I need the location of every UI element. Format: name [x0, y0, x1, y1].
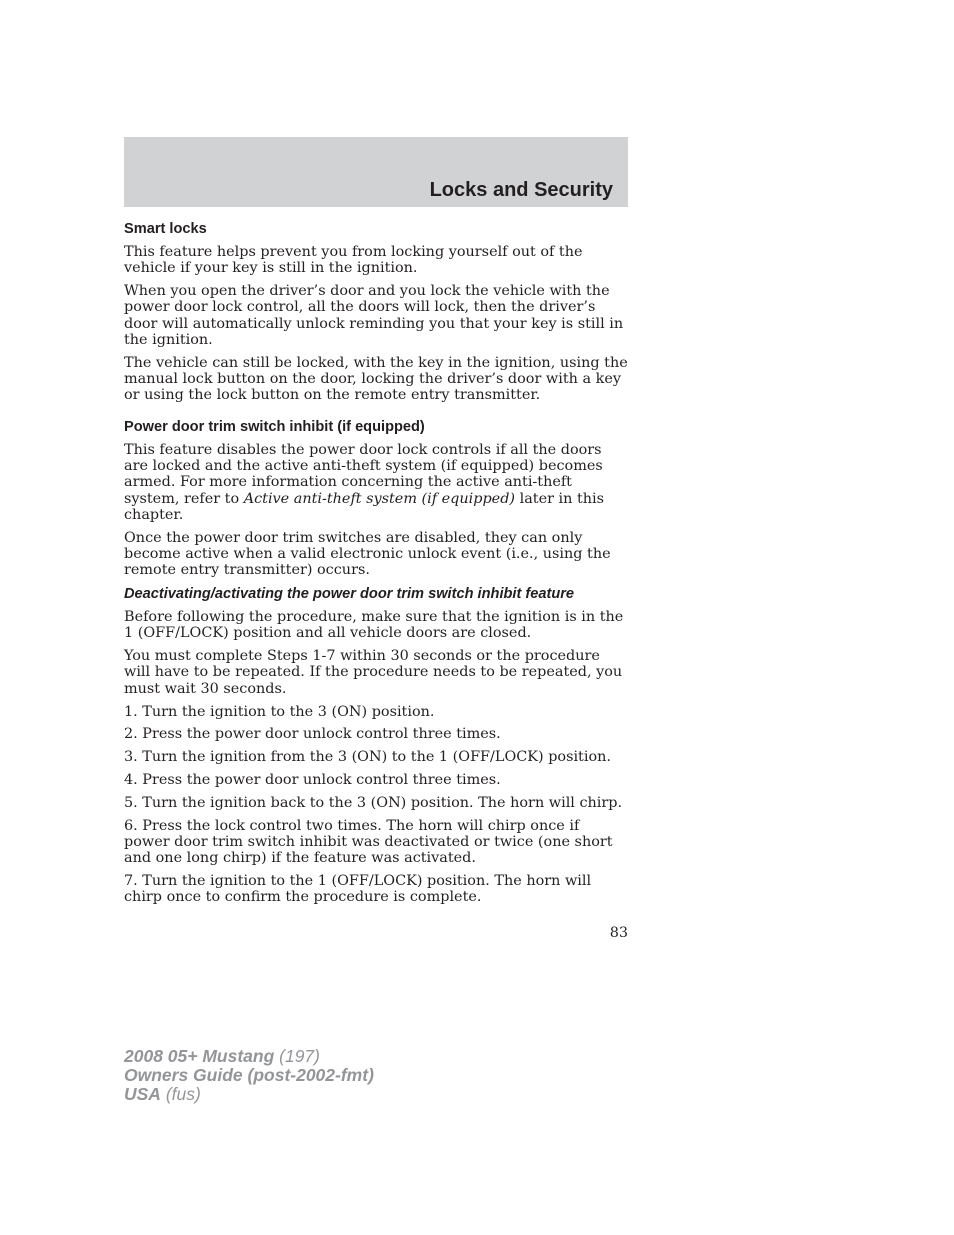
paragraph-text: This feature disables the power door lock controls if all the doors are locked and the active anti-theft system (if equipped) becomes armed. For more information concerning the active anti-theft system, refer to — [124, 441, 603, 507]
page-number: 83 — [609, 925, 628, 941]
section-header-band — [124, 137, 628, 207]
page-content — [124, 220, 628, 912]
paragraph: This feature helps prevent you from locking yourself out of the vehicle if your key is still in the ignition. — [124, 244, 583, 277]
footer-line — [124, 1047, 374, 1066]
footer-line — [124, 1066, 374, 1085]
step-item: 6. Press the lock control two times. The horn will chirp once if power door trim switch inhibit was deactivated or twice (one short and one long chirp) if the feature was activated. — [124, 817, 613, 867]
section-title: Locks and Security — [429, 179, 613, 201]
paragraph: When you open the driver’s door and you lock the vehicle with the power door lock control, all the doors will lock, then the driver’s door will automatically unlock reminding you that your key is still in the ignition. — [124, 283, 624, 348]
footer-market-code: (fus) — [160, 1084, 201, 1104]
paragraph: The vehicle can still be locked, with the key in the ignition, using the manual lock button on the door, locking the driver’s door with a key or using the lock button on the remote entry transmitter. — [124, 354, 628, 404]
footer-model: 2008 05+ Mustang — [124, 1046, 275, 1066]
paragraph — [124, 442, 628, 523]
paragraph: Before following the procedure, make sure that the ignition is in the 1 (OFF/LOCK) position and all vehicle doors are closed. — [124, 609, 624, 642]
document-footer — [124, 1047, 374, 1104]
footer-guide: Owners Guide (post-2002-fmt) — [124, 1065, 374, 1085]
heading-smart-locks: Smart locks — [124, 221, 207, 237]
cross-reference: Active anti-theft system (if equipped) — [243, 490, 516, 507]
footer-line — [124, 1085, 374, 1104]
step-item: 7. Turn the ignition to the 1 (OFF/LOCK) position. The horn will chirp once to confirm the procedure is complete. — [124, 872, 592, 906]
heading-deactivating-activating: Deactivating/activating the power door trim switch inhibit feature — [124, 586, 575, 603]
step-item: 5. Turn the ignition back to the 3 (ON) position. The horn will chirp. — [124, 794, 623, 811]
step-item: 2. Press the power door unlock control three times. — [124, 726, 501, 743]
footer-market: USA — [124, 1084, 161, 1104]
footer-model-code: (197) — [274, 1046, 320, 1066]
step-item: 4. Press the power door unlock control three times. — [124, 771, 501, 788]
heading-trim-switch-inhibit: Power door trim switch inhibit (if equipped) — [124, 418, 425, 435]
step-item: 1. Turn the ignition to the 3 (ON) position. — [124, 703, 435, 720]
step-item: 3. Turn the ignition from the 3 (ON) to the 1 (OFF/LOCK) position. — [124, 749, 611, 766]
paragraph: Once the power door trim switches are disabled, they can only become active when a valid electronic unlock event (i.e., using the remote entry transmitter) occurs. — [124, 529, 611, 579]
paragraph: You must complete Steps 1-7 within 30 seconds or the procedure will have to be repeated. If the procedure needs to be repeated, you must wait 30 seconds. — [124, 648, 623, 697]
paragraph-text: later in this chapter. — [124, 490, 605, 523]
